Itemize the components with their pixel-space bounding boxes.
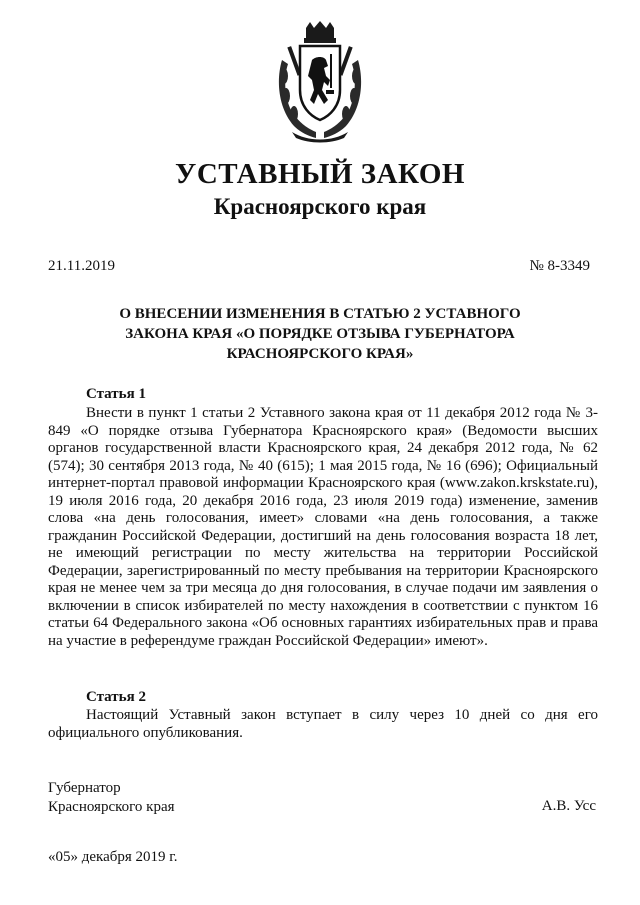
article-2-body: Настоящий Уставный закон вступает в силу через 10 дней со дня его официального опубликования. bbox=[48, 707, 598, 741]
signer-position-line-1: Губернатор bbox=[48, 780, 121, 796]
signing-date: «05» декабря 2019 г. bbox=[48, 849, 178, 865]
document-number: № 8-3349 bbox=[529, 258, 590, 274]
article-2-text bbox=[48, 707, 598, 742]
law-subtitle: Красноярского края bbox=[213, 194, 427, 219]
heading-line-1: О ВНЕСЕНИИ ИЗМЕНЕНИЯ В СТАТЬЮ 2 УСТАВНОГО bbox=[119, 306, 521, 322]
signer-position bbox=[48, 779, 175, 817]
article-1-body: Внести в пункт 1 статьи 2 Уставного закона края от 11 декабря 2012 года № 3-849 «О порядке отзыва Губернатора Красноярского края» (Ведомости высших органов государственной власти Красноярского края, 24 декабря 2012 года, № 62 (574); 30 сентября 2013 года, № 40 (615); 1 мая 2015 года, № 16 (696); Официальный интернет-портал правовой информации Красноярского края (www.zakon.krskstate.ru), 19 июля 2016 года, 20 декабря 2016 года, 23 июля 2019 года) изменение, заменив слова «на день голосования, имеет» словами «на день голосования, а также гражданин Российской Федерации, достигший на день голосования возраста 18 лет, не имеющий регистрации по месту жительства на территории Российской Федерации, зарегистрированный по месту пребывания на территории Красноярского края не менее чем за три месяца до дня голосования, в случае подачи им заявления о включении в список избирателей по месту нахождения в соответствии с пунктом 16 статьи 64 Федерального закона «Об основных гарантиях избирательных прав и права на участие в референдуме граждан Российской Федерации» имеют». bbox=[48, 405, 598, 649]
article-1-title: Статья 1 bbox=[86, 386, 146, 402]
heading-line-3: КРАСНОЯРСКОГО КРАЯ» bbox=[226, 346, 414, 362]
document-heading bbox=[0, 304, 640, 364]
signer-position-line-2: Красноярского края bbox=[48, 799, 175, 815]
law-title: УСТАВНЫЙ ЗАКОН bbox=[175, 158, 465, 190]
article-2-title: Статья 2 bbox=[86, 689, 146, 705]
heading-line-2: ЗАКОНА КРАЯ «О ПОРЯДКЕ ОТЗЫВА ГУБЕРНАТОРА bbox=[125, 326, 515, 342]
coat-of-arms-icon bbox=[272, 20, 368, 144]
article-1-text bbox=[48, 405, 598, 650]
document-date: 21.11.2019 bbox=[48, 258, 115, 274]
signer-name: А.В. Усс bbox=[541, 798, 596, 814]
